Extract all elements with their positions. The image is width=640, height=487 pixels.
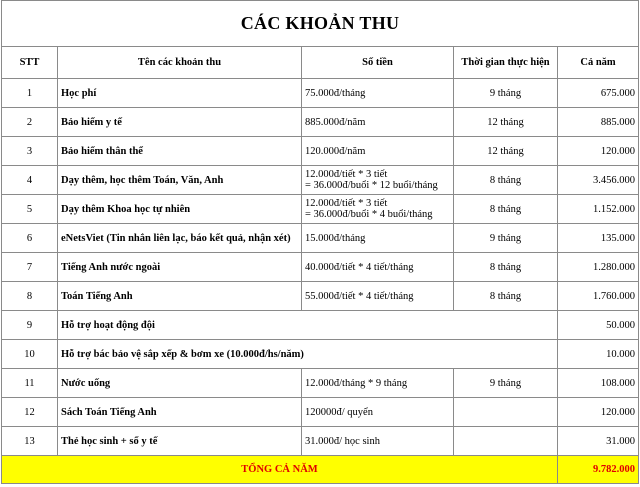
row-stt: 10 xyxy=(2,340,58,369)
row-amount xyxy=(302,166,454,195)
total-value: 9.782.000 xyxy=(558,456,639,484)
table-row xyxy=(2,137,639,166)
row-name: Sách Toán Tiếng Anh xyxy=(58,398,302,427)
table-row xyxy=(2,195,639,224)
row-amount xyxy=(302,137,454,166)
table-row xyxy=(2,79,639,108)
row-stt: 4 xyxy=(2,166,58,195)
header-time: Thời gian thực hiện xyxy=(454,47,558,79)
total-row xyxy=(2,456,639,484)
table-row xyxy=(2,224,639,253)
row-year: 120.000 xyxy=(558,398,639,427)
row-year: 31.000 xyxy=(558,427,639,456)
row-time: 9 tháng xyxy=(454,79,558,108)
row-amount-line2: = 36.000đ/buổi * 4 buổi/tháng xyxy=(305,209,433,220)
row-stt: 13 xyxy=(2,427,58,456)
row-year: 1.760.000 xyxy=(558,282,639,311)
row-name: Bảo hiểm y tế xyxy=(58,108,302,137)
row-year: 120.000 xyxy=(558,137,639,166)
header-name: Tên các khoản thu xyxy=(58,47,302,79)
row-time: 12 tháng xyxy=(454,108,558,137)
row-amount-line1: 120000đ/ quyển xyxy=(305,406,373,418)
row-amount-line1: 12.000đ/tiết * 3 tiết xyxy=(305,198,388,209)
table-row xyxy=(2,253,639,282)
row-name: Hỗ trợ hoạt động đội xyxy=(58,311,558,340)
row-year: 108.000 xyxy=(558,369,639,398)
header-stt: STT xyxy=(2,47,58,79)
row-name: Dạy thêm, học thêm Toán, Văn, Anh xyxy=(58,166,302,195)
row-time: 12 tháng xyxy=(454,137,558,166)
row-amount-line1: 15.000đ/tháng xyxy=(305,232,366,244)
row-time: 9 tháng xyxy=(454,224,558,253)
row-amount xyxy=(302,369,454,398)
row-stt: 12 xyxy=(2,398,58,427)
header-row xyxy=(2,47,639,79)
row-time xyxy=(454,427,558,456)
row-amount-line1: 12.000đ/tháng * 9 tháng xyxy=(305,377,408,389)
table-row xyxy=(2,369,639,398)
row-stt: 2 xyxy=(2,108,58,137)
row-year: 135.000 xyxy=(558,224,639,253)
row-year: 1.280.000 xyxy=(558,253,639,282)
row-name: Học phí xyxy=(58,79,302,108)
row-name: Tiếng Anh nước ngoài xyxy=(58,253,302,282)
row-amount xyxy=(302,253,454,282)
row-name: Hỗ trợ bác bảo vệ sắp xếp & bơm xe (10.000đ/hs/năm) xyxy=(58,340,558,369)
row-amount-line1: 885.000đ/năm xyxy=(305,116,366,128)
fees-table xyxy=(1,0,639,484)
row-amount-line1: 120.000đ/năm xyxy=(305,145,366,157)
header-year: Cả năm xyxy=(558,47,639,79)
row-amount xyxy=(302,427,454,456)
row-stt: 9 xyxy=(2,311,58,340)
row-year: 10.000 xyxy=(558,340,639,369)
row-time: 8 tháng xyxy=(454,253,558,282)
row-amount xyxy=(302,282,454,311)
row-stt: 6 xyxy=(2,224,58,253)
row-time: 8 tháng xyxy=(454,282,558,311)
row-name: Dạy thêm Khoa học tự nhiên xyxy=(58,195,302,224)
row-year: 885.000 xyxy=(558,108,639,137)
row-stt: 7 xyxy=(2,253,58,282)
row-time: 8 tháng xyxy=(454,195,558,224)
row-amount-line1: 12.000đ/tiết * 3 tiết xyxy=(305,169,388,180)
row-amount-line1: 31.000đ/ học sinh xyxy=(305,435,380,447)
row-amount xyxy=(302,108,454,137)
table-row xyxy=(2,398,639,427)
title-row xyxy=(2,1,639,47)
row-amount-line1: 55.000đ/tiết * 4 tiết/tháng xyxy=(305,290,414,302)
table-row xyxy=(2,166,639,195)
row-stt: 1 xyxy=(2,79,58,108)
table-row xyxy=(2,340,639,369)
row-amount-line1: 75.000đ/tháng xyxy=(305,87,366,99)
row-name: Bảo hiểm thân thể xyxy=(58,137,302,166)
row-year: 50.000 xyxy=(558,311,639,340)
page-title: CÁC KHOẢN THU xyxy=(2,1,639,47)
table-row xyxy=(2,282,639,311)
header-amount: Số tiền xyxy=(302,47,454,79)
row-time xyxy=(454,398,558,427)
total-label: TỔNG CẢ NĂM xyxy=(2,456,558,484)
row-time: 9 tháng xyxy=(454,369,558,398)
row-amount xyxy=(302,79,454,108)
row-year: 1.152.000 xyxy=(558,195,639,224)
row-time: 8 tháng xyxy=(454,166,558,195)
row-stt: 5 xyxy=(2,195,58,224)
row-stt: 8 xyxy=(2,282,58,311)
row-name: eNetsViet (Tin nhắn liên lạc, báo kết quả, nhận xét) xyxy=(58,224,302,253)
row-amount-line1: 40.000đ/tiết * 4 tiết/tháng xyxy=(305,261,414,273)
row-amount xyxy=(302,224,454,253)
table-row xyxy=(2,427,639,456)
table-row xyxy=(2,311,639,340)
row-amount-line2: = 36.000đ/buổi * 12 buổi/tháng xyxy=(305,180,438,191)
row-name: Nước uống xyxy=(58,369,302,398)
row-year: 675.000 xyxy=(558,79,639,108)
row-name: Thẻ học sinh + sổ y tế xyxy=(58,427,302,456)
row-amount xyxy=(302,398,454,427)
row-amount xyxy=(302,195,454,224)
row-year: 3.456.000 xyxy=(558,166,639,195)
row-stt: 3 xyxy=(2,137,58,166)
row-name: Toán Tiếng Anh xyxy=(58,282,302,311)
table-row xyxy=(2,108,639,137)
row-stt: 11 xyxy=(2,369,58,398)
